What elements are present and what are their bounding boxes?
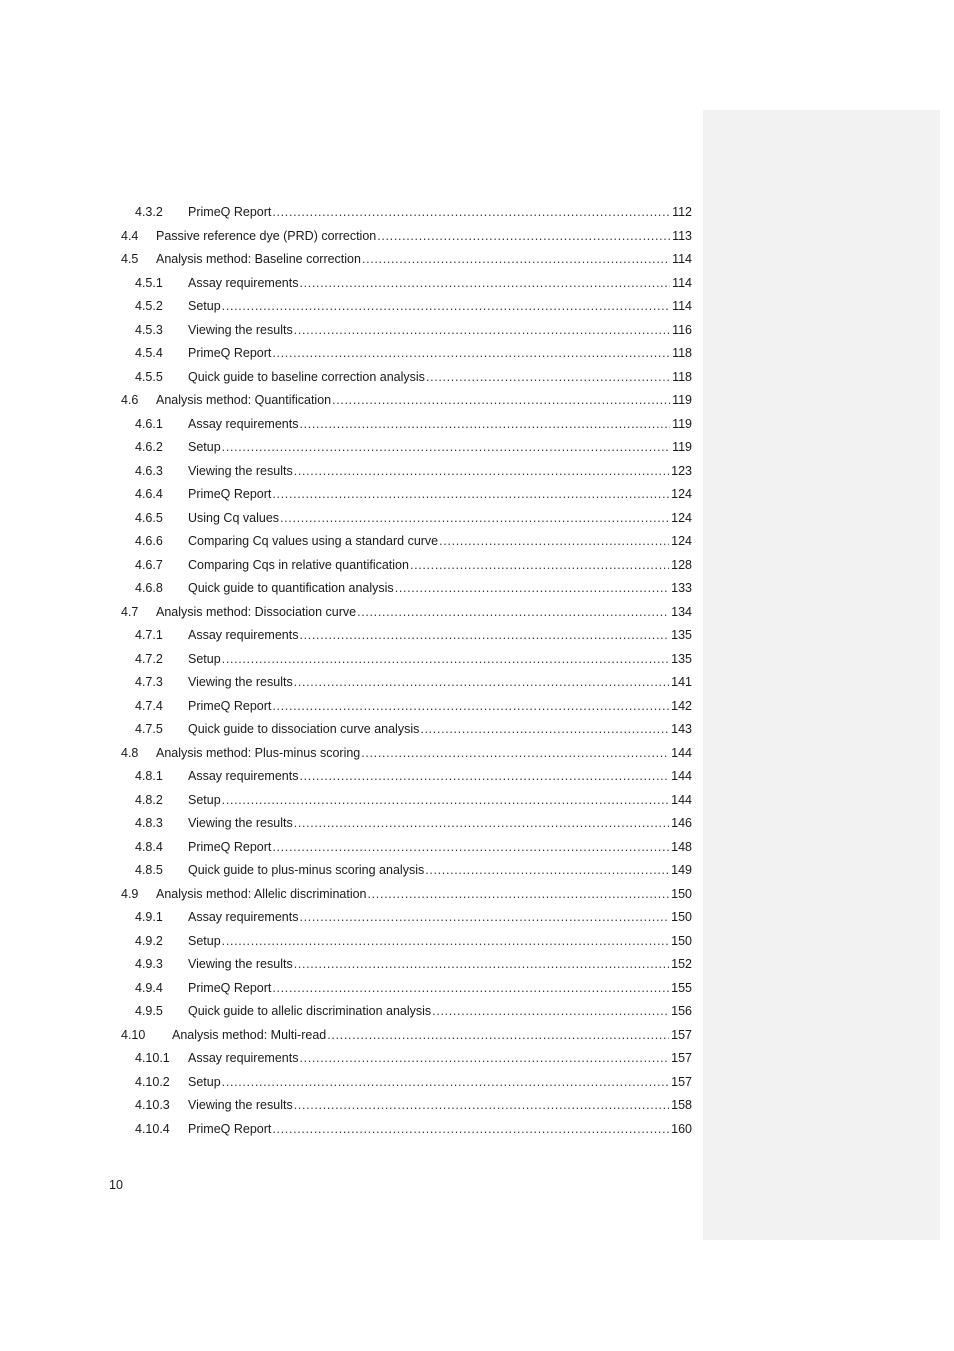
toc-entry-number: 4.9.2: [135, 933, 163, 948]
toc-entry-page: 155: [671, 980, 692, 995]
toc-entry-line: [188, 675, 692, 689]
toc-entry-number: 4.6.1: [135, 416, 163, 431]
toc-entry-line: [156, 887, 692, 901]
toc-dot-leader: [299, 1051, 669, 1065]
toc-entry-title: Comparing Cqs in relative quantification: [188, 557, 409, 572]
toc-entry-title: Assay requirements: [188, 628, 299, 642]
toc-entry-number: 4.6: [121, 393, 139, 407]
toc-entry-page: 133: [671, 581, 692, 595]
toc-entry-number: 4.8.4: [135, 839, 163, 854]
toc-entry-title: Setup: [188, 651, 221, 666]
toc-entry-page: 119: [672, 440, 692, 454]
toc-entry-page: 142: [671, 698, 692, 713]
toc-entry[interactable]: [0, 577, 954, 601]
toc-entry-number: 4.4: [121, 228, 139, 243]
toc-entry-line: [188, 558, 692, 572]
toc-entry-page: 135: [671, 628, 692, 642]
toc-entry[interactable]: [0, 671, 954, 695]
toc-entry-title: Assay requirements: [188, 275, 299, 290]
toc-entry-line: [188, 534, 692, 548]
toc-entry-title: Viewing the results: [188, 816, 293, 830]
toc-entry-number: 4.8.5: [135, 863, 163, 877]
toc-entry-line: [188, 511, 692, 525]
toc-entry-number: 4.9.1: [135, 910, 163, 924]
toc-dot-leader: [272, 205, 670, 219]
toc-entry[interactable]: [0, 601, 954, 625]
toc-entry-number: 4.5.5: [135, 369, 163, 384]
toc-entry-number: 4.10: [121, 1027, 146, 1042]
toc-entry-line: [156, 746, 692, 760]
toc-dot-leader: [222, 793, 669, 807]
toc-entry-title: Quick guide to quantification analysis: [188, 581, 394, 595]
toc-entry-line: [188, 722, 692, 736]
toc-entry-number: 4.10.3: [135, 1098, 170, 1112]
toc-entry-line: [188, 981, 692, 995]
toc-dot-leader: [272, 840, 669, 854]
toc-entry-page: 144: [671, 792, 692, 807]
toc-entry-number: 4.5.3: [135, 322, 163, 337]
toc-entry[interactable]: [0, 1024, 954, 1048]
toc-entry[interactable]: [0, 507, 954, 531]
toc-entry-number: 4.5.2: [135, 299, 163, 313]
toc-entry-title: PrimeQ Report: [188, 839, 272, 854]
toc-entry-title: Assay requirements: [188, 769, 299, 783]
toc-entry-title: Comparing Cq values using a standard curve: [188, 534, 439, 548]
toc-entry-line: [188, 370, 692, 384]
toc-entry-page: 119: [672, 393, 692, 407]
toc-entry-line: [188, 346, 692, 360]
toc-entry-page: 112: [672, 205, 692, 219]
toc-dot-leader: [299, 910, 669, 924]
toc-entry-page: 114: [672, 299, 692, 313]
toc-entry-line: [156, 252, 692, 266]
toc-entry-page: 113: [672, 228, 692, 243]
toc-entry[interactable]: [0, 483, 954, 507]
toc-entry-title: Analysis method: Allelic discrimination: [156, 886, 367, 901]
toc-entry-title: Quick guide to plus-minus scoring analysis: [188, 863, 425, 877]
toc-entry-number: 4.9.3: [135, 957, 163, 971]
toc-entry-number: 4.8: [121, 745, 139, 760]
toc-entry-line: [188, 1075, 692, 1089]
toc-entry-title: Using Cq values: [188, 510, 280, 525]
toc-entry-number: 4.10.2: [135, 1074, 170, 1089]
toc-entry-title: Assay requirements: [188, 1051, 299, 1065]
toc-entry-number: 4.7.5: [135, 722, 163, 736]
toc-entry-page: 149: [671, 863, 692, 877]
toc-entry[interactable]: [0, 460, 954, 484]
toc-entry-title: Setup: [188, 792, 221, 807]
toc-entry-line: [172, 1028, 692, 1042]
toc-dot-leader: [222, 1075, 669, 1089]
toc-dot-leader: [294, 816, 669, 830]
toc-dot-leader: [280, 511, 669, 525]
toc-entry[interactable]: [0, 836, 954, 860]
toc-entry[interactable]: [0, 953, 954, 977]
toc-entry-title: Passive reference dye (PRD) correction: [156, 228, 377, 243]
toc-entry-line: [156, 229, 692, 243]
toc-entry-number: 4.6.3: [135, 463, 163, 478]
toc-entry[interactable]: [0, 742, 954, 766]
toc-entry-title: Quick guide to dissociation curve analysis: [188, 722, 420, 736]
toc-entry-line: [188, 323, 692, 337]
toc-entry-line: [188, 910, 692, 924]
toc-entry-number: 4.6.7: [135, 557, 163, 572]
toc-entry-title: Analysis method: Plus-minus scoring: [156, 745, 361, 760]
toc-entry-number: 4.7.1: [135, 628, 163, 642]
toc-dot-leader: [432, 1004, 669, 1018]
toc-entry-line: [188, 1098, 692, 1112]
toc-entry-number: 4.8.2: [135, 792, 163, 807]
toc-entry[interactable]: [0, 436, 954, 460]
toc-entry-title: Setup: [188, 933, 221, 948]
toc-dot-leader: [332, 393, 670, 407]
toc-dot-leader: [299, 417, 670, 431]
toc-entry-page: 156: [671, 1004, 692, 1018]
toc-entry[interactable]: [0, 225, 954, 249]
toc-entry[interactable]: [0, 1047, 954, 1071]
toc-entry[interactable]: [0, 1000, 954, 1024]
toc-entry-page: 141: [671, 675, 692, 689]
toc-entry-line: [188, 793, 692, 807]
toc-entry-title: Viewing the results: [188, 322, 293, 337]
toc-dot-leader: [395, 581, 669, 595]
toc-entry-line: [188, 863, 692, 877]
toc-entry-number: 4.5.4: [135, 346, 163, 360]
toc-entry-number: 4.10.4: [135, 1121, 170, 1136]
toc-entry[interactable]: [0, 1071, 954, 1095]
toc-entry-title: PrimeQ Report: [188, 205, 272, 219]
toc-entry[interactable]: [0, 295, 954, 319]
toc-entry-number: 4.9.5: [135, 1004, 163, 1018]
page-number: 10: [109, 1178, 123, 1192]
toc-entry-page: 160: [671, 1121, 692, 1136]
toc-entry[interactable]: [0, 1094, 954, 1118]
toc-entry-page: 118: [672, 346, 692, 360]
toc-entry-title: Viewing the results: [188, 1098, 293, 1112]
toc-dot-leader: [327, 1028, 669, 1042]
toc-entry-line: [188, 816, 692, 830]
toc-entry-title: Viewing the results: [188, 463, 293, 478]
toc-entry-number: 4.7.3: [135, 675, 163, 689]
toc-entry[interactable]: [0, 554, 954, 578]
toc-entry-page: 148: [671, 839, 692, 854]
toc-entry-number: 4.8.1: [135, 769, 163, 783]
toc-entry-line: [156, 393, 692, 407]
toc-dot-leader: [222, 934, 669, 948]
toc-entry-line: [188, 840, 692, 854]
toc-entry-line: [188, 464, 692, 478]
toc-entry-title: Setup: [188, 299, 221, 313]
toc-entry[interactable]: [0, 906, 954, 930]
toc-entry-line: [188, 652, 692, 666]
toc-entry-line: [188, 581, 692, 595]
toc-entry-line: [188, 205, 692, 219]
toc-entry-page: 143: [671, 722, 692, 736]
toc-entry-line: [188, 487, 692, 501]
toc-entry-line: [188, 957, 692, 971]
toc-entry[interactable]: [0, 366, 954, 390]
toc-entry[interactable]: [0, 977, 954, 1001]
toc-entry-number: 4.5.1: [135, 275, 163, 290]
toc-entry[interactable]: [0, 695, 954, 719]
toc-entry-line: [188, 440, 692, 454]
toc-entry-title: Analysis method: Dissociation curve: [156, 604, 357, 619]
toc-entry-number: 4.6.5: [135, 510, 163, 525]
toc-entry-number: 4.9: [121, 886, 139, 901]
toc-entry[interactable]: [0, 201, 954, 225]
toc-entry-page: 124: [671, 534, 692, 548]
toc-entry-title: Viewing the results: [188, 957, 293, 971]
toc-entry-number: 4.7.2: [135, 651, 163, 666]
toc-entry[interactable]: [0, 765, 954, 789]
toc-dot-leader: [299, 628, 669, 642]
toc-entry[interactable]: [0, 648, 954, 672]
toc-entry-page: 124: [671, 510, 692, 525]
toc-entry-line: [188, 299, 692, 313]
toc-entry-line: [188, 628, 692, 642]
toc-entry-page: 150: [671, 933, 692, 948]
toc-entry-title: Analysis method: Quantification: [156, 393, 332, 407]
toc-entry-line: [188, 699, 692, 713]
toc-dot-leader: [299, 769, 669, 783]
toc-dot-leader: [272, 1122, 669, 1136]
toc-entry-number: 4.7: [121, 604, 139, 619]
toc-entry-title: Quick guide to allelic discrimination analysis: [188, 1004, 432, 1018]
toc-entry[interactable]: [0, 342, 954, 366]
toc-entry-number: 4.6.2: [135, 440, 163, 454]
toc-entry-page: 114: [672, 252, 692, 266]
toc-dot-leader: [362, 252, 670, 266]
toc-dot-leader: [272, 699, 669, 713]
toc-entry-page: 157: [671, 1027, 692, 1042]
toc-entry-title: Setup: [188, 440, 221, 454]
toc-entry-page: 134: [671, 604, 692, 619]
toc-dot-leader: [222, 299, 670, 313]
toc-dot-leader: [368, 887, 670, 901]
toc-entry-page: 157: [671, 1074, 692, 1089]
toc-entry[interactable]: [0, 389, 954, 413]
toc-entry-number: 4.3.2: [135, 205, 163, 219]
toc-entry[interactable]: [0, 859, 954, 883]
toc-entry-number: 4.6.4: [135, 487, 163, 501]
toc-entry-page: 135: [671, 651, 692, 666]
toc-entry[interactable]: [0, 248, 954, 272]
toc-entry[interactable]: [0, 789, 954, 813]
toc-entry-title: Assay requirements: [188, 910, 299, 924]
toc-entry-number: 4.5: [121, 252, 139, 266]
toc-entry-line: [188, 1051, 692, 1065]
toc-entry-title: PrimeQ Report: [188, 346, 272, 360]
toc-entry[interactable]: [0, 624, 954, 648]
toc-entry-page: 123: [671, 463, 692, 478]
table-of-contents: [0, 201, 954, 1141]
toc-dot-leader: [410, 558, 669, 572]
toc-dot-leader: [272, 981, 669, 995]
toc-entry[interactable]: [0, 413, 954, 437]
toc-dot-leader: [294, 464, 669, 478]
toc-entry-page: 119: [672, 416, 692, 431]
toc-dot-leader: [272, 487, 669, 501]
toc-dot-leader: [425, 863, 669, 877]
toc-entry-page: 150: [671, 910, 692, 924]
toc-entry-page: 152: [671, 957, 692, 971]
toc-dot-leader: [294, 1098, 669, 1112]
toc-entry-page: 118: [672, 369, 692, 384]
toc-entry[interactable]: [0, 718, 954, 742]
toc-entry-line: [188, 934, 692, 948]
toc-entry-page: 158: [671, 1098, 692, 1112]
toc-dot-leader: [222, 652, 669, 666]
toc-entry-title: PrimeQ Report: [188, 980, 272, 995]
toc-entry-line: [156, 605, 692, 619]
toc-entry[interactable]: [0, 883, 954, 907]
toc-entry-page: 146: [671, 816, 692, 830]
toc-dot-leader: [420, 722, 669, 736]
toc-entry-page: 150: [671, 886, 692, 901]
toc-entry[interactable]: [0, 812, 954, 836]
toc-entry-number: 4.8.3: [135, 816, 163, 830]
toc-entry-title: Viewing the results: [188, 675, 293, 689]
toc-dot-leader: [222, 440, 670, 454]
toc-dot-leader: [439, 534, 669, 548]
toc-entry-page: 128: [671, 557, 692, 572]
toc-dot-leader: [426, 370, 670, 384]
toc-entry-line: [188, 276, 692, 290]
toc-dot-leader: [294, 323, 670, 337]
toc-entry-page: 157: [671, 1051, 692, 1065]
toc-entry-page: 114: [672, 275, 692, 290]
toc-entry-line: [188, 769, 692, 783]
toc-dot-leader: [294, 675, 669, 689]
toc-entry-title: Analysis method: Baseline correction: [156, 252, 361, 266]
toc-entry-line: [188, 1004, 692, 1018]
toc-entry-title: PrimeQ Report: [188, 487, 272, 501]
toc-dot-leader: [377, 229, 670, 243]
toc-dot-leader: [294, 957, 669, 971]
toc-entry-number: 4.10.1: [135, 1051, 170, 1065]
toc-entry-number: 4.6.8: [135, 581, 163, 595]
toc-entry-page: 144: [671, 745, 692, 760]
toc-entry[interactable]: [0, 930, 954, 954]
toc-entry-title: Setup: [188, 1074, 221, 1089]
toc-entry[interactable]: [0, 319, 954, 343]
toc-entry-number: 4.6.6: [135, 534, 163, 548]
toc-dot-leader: [361, 746, 669, 760]
toc-dot-leader: [299, 276, 670, 290]
toc-dot-leader: [272, 346, 670, 360]
toc-entry-page: 124: [671, 487, 692, 501]
toc-entry-title: Quick guide to baseline correction analysis: [188, 369, 425, 384]
toc-entry-title: Analysis method: Multi-read: [172, 1027, 327, 1042]
toc-entry-title: PrimeQ Report: [188, 698, 272, 713]
toc-entry[interactable]: [0, 272, 954, 296]
toc-entry-title: Assay requirements: [188, 416, 299, 431]
toc-entry-line: [188, 1122, 692, 1136]
toc-entry[interactable]: [0, 530, 954, 554]
toc-entry-page: 144: [671, 769, 692, 783]
toc-entry-number: 4.7.4: [135, 698, 163, 713]
toc-entry-page: 116: [672, 322, 692, 337]
toc-entry-line: [188, 417, 692, 431]
toc-dot-leader: [357, 605, 669, 619]
toc-entry-number: 4.9.4: [135, 980, 163, 995]
toc-entry-title: PrimeQ Report: [188, 1121, 272, 1136]
toc-entry[interactable]: [0, 1118, 954, 1142]
